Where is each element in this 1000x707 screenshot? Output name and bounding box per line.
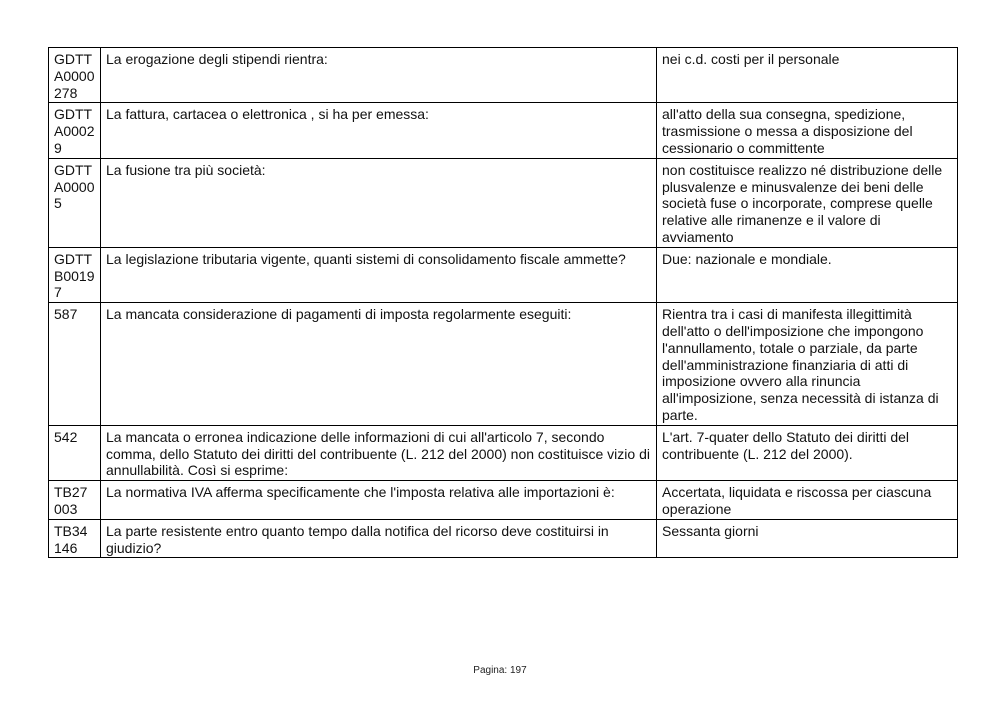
table-row [49,48,958,103]
question-text: La fattura, cartacea o elettronica , si ha per emessa: [101,103,657,158]
page-number: Pagina: 197 [473,665,527,676]
question-code: TB27003 [49,481,101,520]
question-code: GDTTA00005 [49,158,101,247]
question-code: 542 [49,425,101,480]
table-row [49,519,958,558]
question-code: GDTTA00029 [49,103,101,158]
question-text: La legislazione tributaria vigente, quanti sistemi di consolidamento fiscale ammette? [101,247,657,302]
question-text: La mancata considerazione di pagamenti di imposta regolarmente eseguiti: [101,303,657,426]
table-row [49,247,958,302]
answer-text: Sessanta giorni [657,519,958,558]
answer-text: Rientra tra i casi di manifesta illegittimità dell'atto o dell'imposizione che impongono l'annullamento, totale o parziale, da parte dell'amministrazione finanziaria di atti di imposizione ovvero alla rinuncia all'imposizione, senza necessità di istanza di parte. [657,303,958,426]
answer-text: all'atto della sua consegna, spedizione, trasmissione o messa a disposizione del cessionario o committente [657,103,958,158]
table-row [49,303,958,426]
qa-table [48,47,958,558]
answer-text: Due: nazionale e mondiale. [657,247,958,302]
question-code: GDTTB00197 [49,247,101,302]
question-code: GDTTA0000278 [49,48,101,103]
question-text: La normativa IVA afferma specificamente che l'imposta relativa alle importazioni è: [101,481,657,520]
table-row [49,103,958,158]
answer-text: nei c.d. costi per il personale [657,48,958,103]
question-code: TB34146 [49,519,101,558]
question-text: La parte resistente entro quanto tempo dalla notifica del ricorso deve costituirsi in giudizio? [101,519,657,558]
answer-text: L'art. 7-quater dello Statuto dei diritti del contribuente (L. 212 del 2000). [657,425,958,480]
question-text: La mancata o erronea indicazione delle informazioni di cui all'articolo 7, secondo comma, dello Statuto dei diritti del contribuente (L. 212 del 2000) non costituisce vizio di annullabilità. Così si esprime: [101,425,657,480]
table-row [49,425,958,480]
answer-text: Accertata, liquidata e riscossa per ciascuna operazione [657,481,958,520]
table-row [49,158,958,247]
question-code: 587 [49,303,101,426]
question-text: La fusione tra più società: [101,158,657,247]
question-text: La erogazione degli stipendi rientra: [101,48,657,103]
answer-text: non costituisce realizzo né distribuzione delle plusvalenze e minusvalenze dei beni delle società fuse o incorporate, comprese quelle relative alle rimanenze e il valore di avviamento [657,158,958,247]
table-row [49,481,958,520]
